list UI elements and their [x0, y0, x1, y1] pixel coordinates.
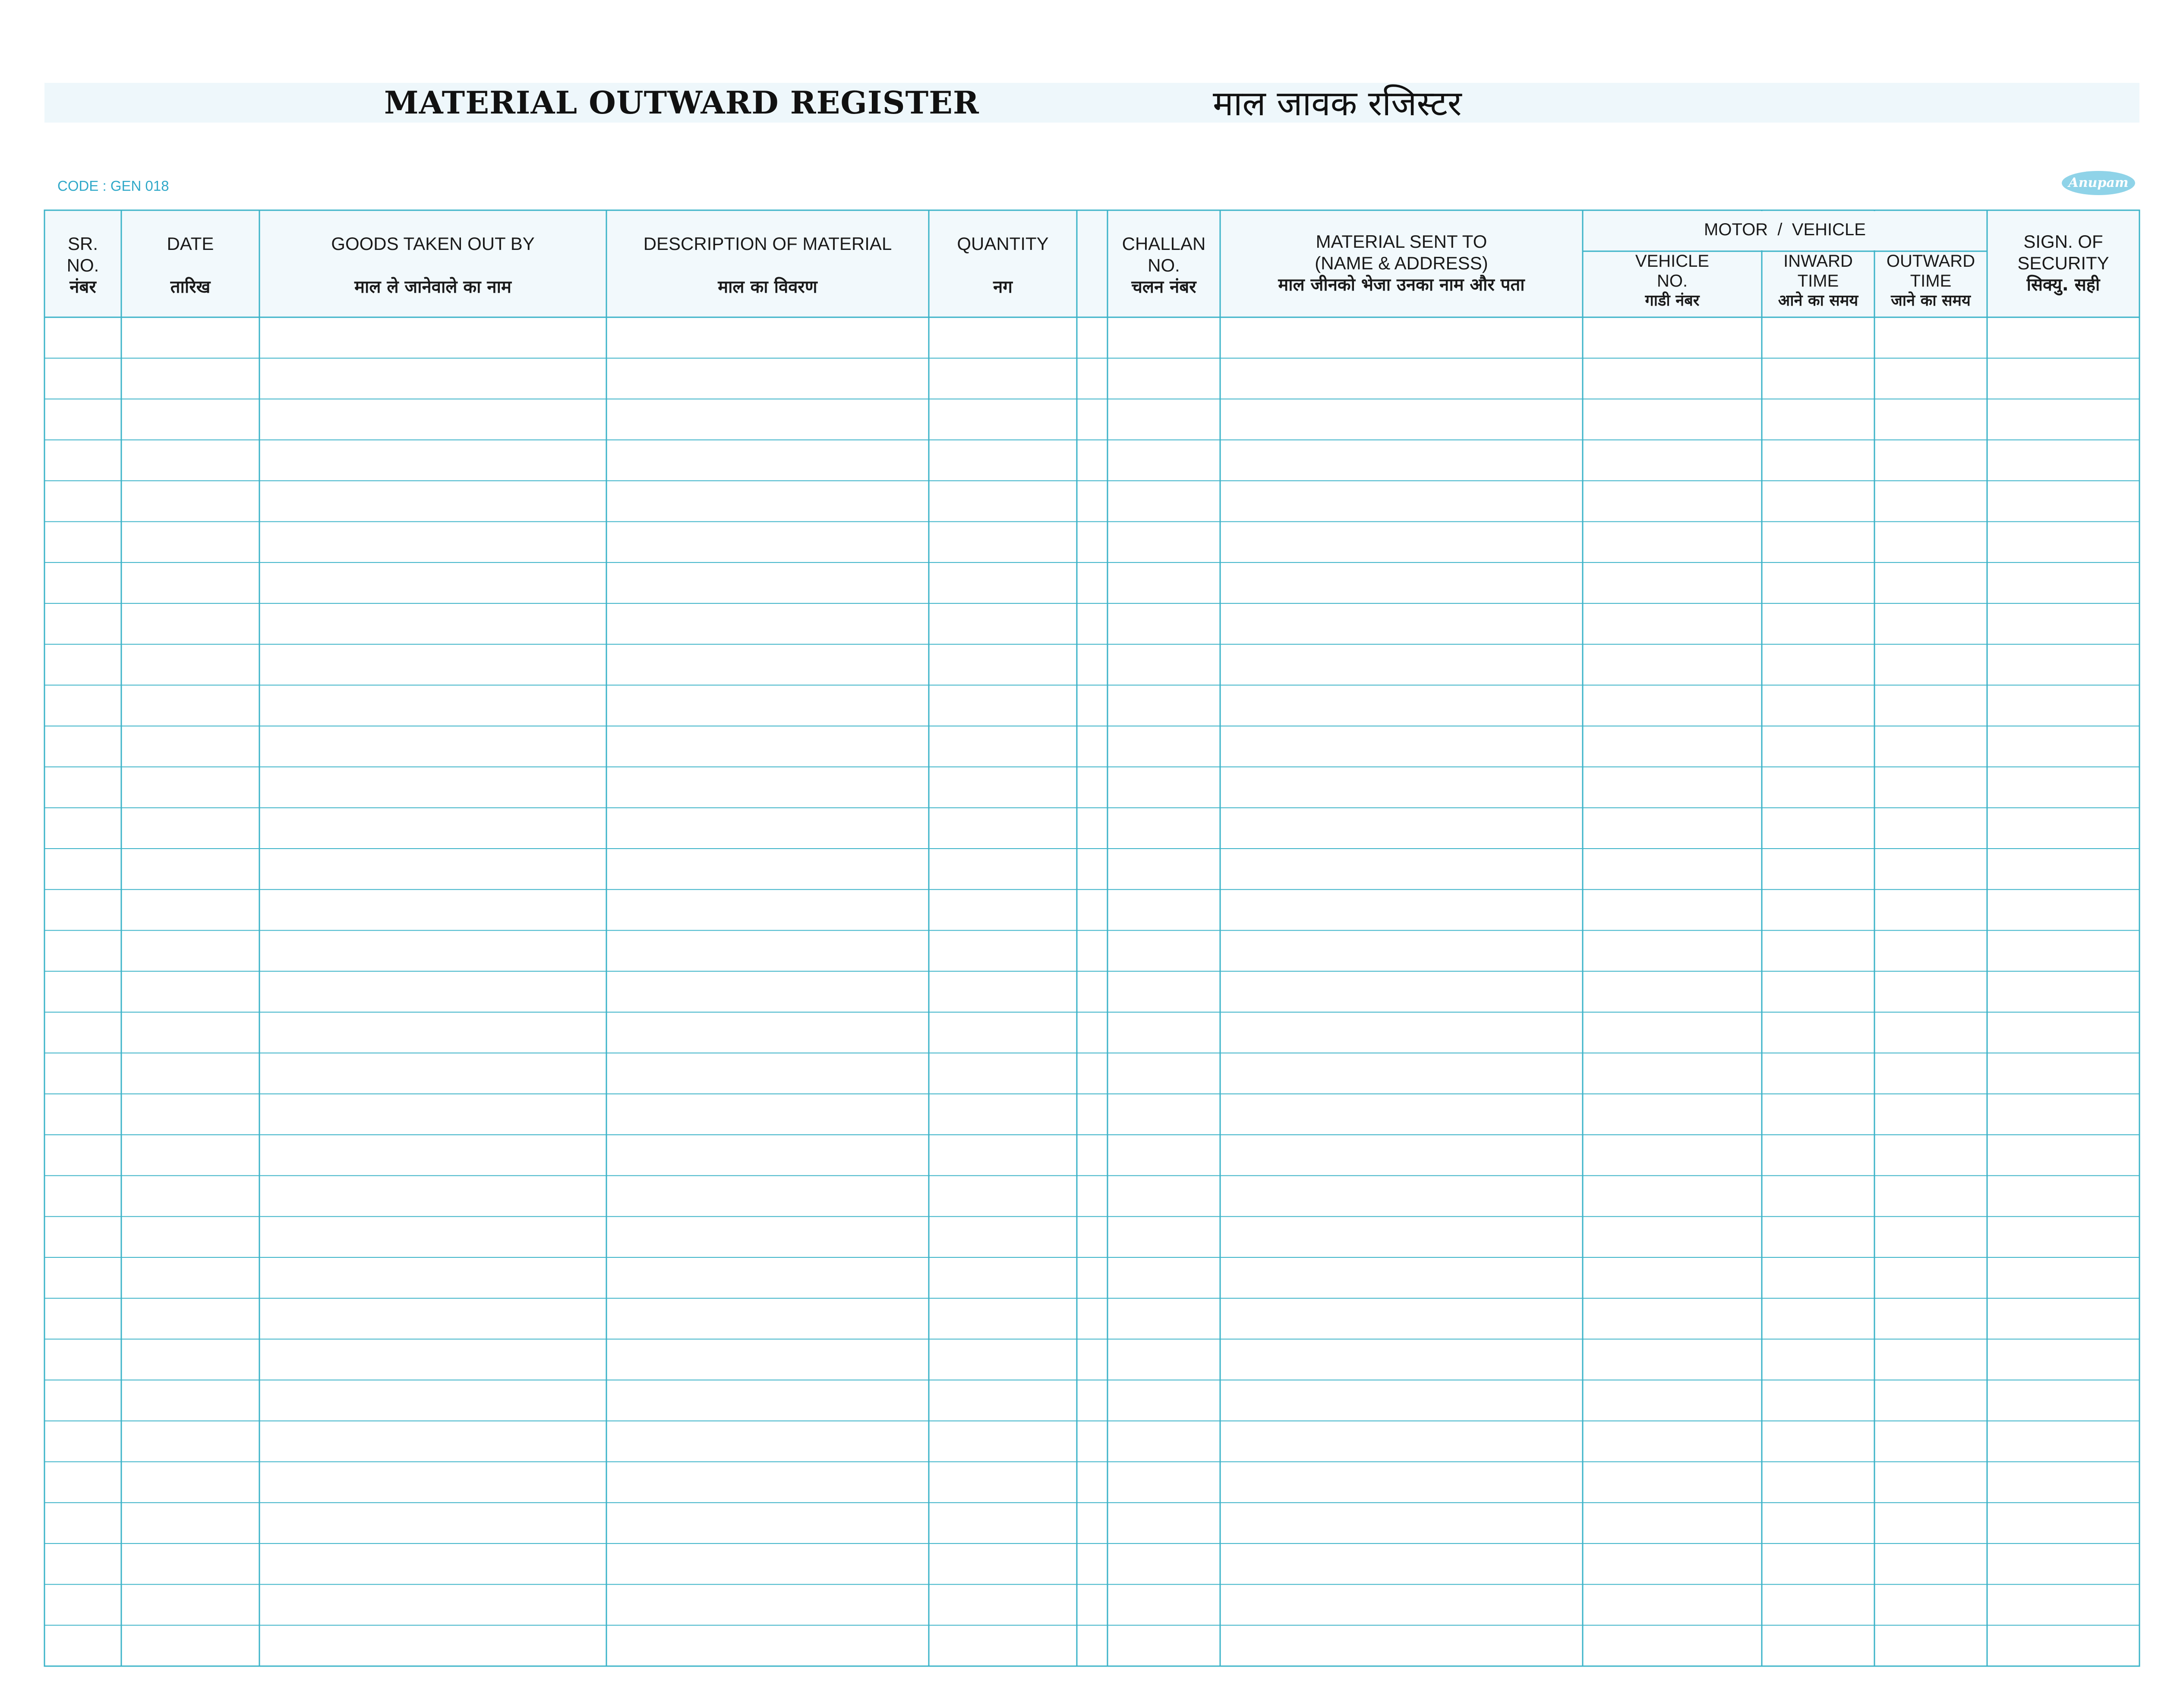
col-header-quantity-hi: नग [993, 277, 1013, 297]
col-header-sent-to-hi: माल जीनको भेजा उनका नाम और पता [1278, 275, 1525, 295]
col-header-vehicle-en: VEHICLE [1635, 252, 1710, 271]
col-header-description-hi: माल का विवरण [718, 277, 817, 297]
col-header-goods-en: GOODS TAKEN OUT BY [331, 234, 535, 254]
col-header-challan-no [1107, 233, 1220, 298]
col-header-sent-to-en2: (NAME & ADDRESS) [1315, 253, 1488, 273]
col-header-inward-en: INWARD [1783, 252, 1853, 271]
col-header-sign-of-security [1987, 231, 2139, 296]
col-header-inward-en2: TIME [1797, 272, 1839, 290]
form-code: CODE : GEN 018 [57, 178, 169, 194]
col-header-description-en: DESCRIPTION OF MATERIAL [643, 234, 892, 254]
col-header-sr-no [44, 233, 121, 298]
col-header-vehicle-no [1583, 251, 1762, 311]
col-header-vehicle-en2: NO. [1656, 272, 1688, 290]
col-header-sign-en: SIGN. OF [2023, 231, 2103, 252]
col-header-challan-en: CHALLAN [1122, 234, 1206, 254]
col-header-sign-en2: SECURITY [2017, 253, 2109, 273]
col-header-description [606, 233, 929, 298]
col-header-outward-time [1874, 251, 1987, 311]
brand-logo: Anupam [2062, 171, 2135, 195]
col-header-challan-en2: NO. [1148, 255, 1180, 275]
col-header-inward-hi: आने का समय [1778, 292, 1858, 309]
col-header-date-en: DATE [167, 234, 214, 254]
col-header-inward-time [1762, 251, 1874, 311]
col-header-quantity-en: QUANTITY [957, 234, 1049, 254]
page-title-hindi: माल जावक रजिस्टर [1213, 83, 1462, 123]
col-header-sr-no-en2: NO. [66, 255, 99, 275]
col-header-goods-hi: माल ले जानेवाले का नाम [354, 277, 511, 297]
col-group-header-motor-vehicle [1583, 219, 1987, 240]
col-header-sign-hi: सिक्यु. सही [2026, 275, 2100, 295]
col-header-date-hi: तारिख [170, 277, 211, 297]
col-header-date [121, 233, 259, 298]
col-header-sent-to-en: MATERIAL SENT TO [1316, 231, 1487, 252]
col-header-outward-en2: TIME [1910, 272, 1952, 290]
page-title: MATERIAL OUTWARD REGISTER [384, 84, 979, 121]
table-border [44, 210, 2139, 1666]
col-header-material-sent-to [1220, 231, 1583, 296]
col-header-quantity [929, 233, 1077, 298]
col-header-goods-taken-out-by [259, 233, 606, 298]
col-header-sr-no-hi: नंबर [69, 277, 96, 297]
col-header-sr-no-en: SR. [67, 234, 98, 254]
col-header-outward-en: OUTWARD [1886, 252, 1975, 271]
col-header-vehicle-hi: गाडी नंबर [1645, 292, 1700, 309]
col-header-challan-hi: चलन नंबर [1131, 277, 1196, 297]
col-group-header-label: MOTOR / VEHICLE [1704, 220, 1866, 239]
col-header-outward-hi: जाने का समय [1891, 292, 1971, 309]
